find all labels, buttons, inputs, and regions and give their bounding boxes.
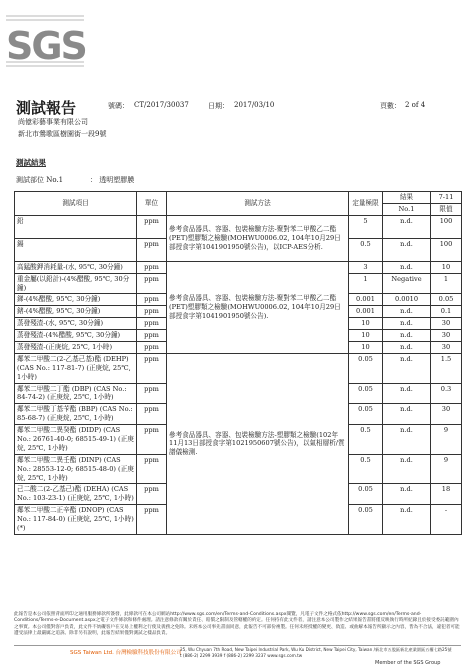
limit-cell: 1	[349, 273, 383, 294]
result-cell: n.d.	[383, 342, 431, 354]
unit-cell: ppm	[137, 505, 167, 535]
header-result-no: No.1	[383, 203, 431, 215]
item-cell: 己二酸二(2-乙基己)酯 (DEHA) (CAS No.: 103-23-1) (正庚烷, 25℃, 1小時)	[15, 484, 137, 505]
result-cell: n.d.	[383, 306, 431, 318]
item-cell: 鍺-(4%醋酸, 95℃, 30分鐘)	[15, 306, 137, 318]
item-cell: 鉛	[15, 215, 137, 238]
unit-cell: ppm	[137, 273, 167, 294]
item-cell: 蒸發殘渣-(正庚烷, 25℃, 1小時)	[15, 342, 137, 354]
report-number-label: 號碼：	[108, 102, 129, 110]
spec-cell: 0.3	[431, 383, 462, 404]
unit-cell: ppm	[137, 425, 167, 455]
unit-cell: ppm	[137, 484, 167, 505]
unit-cell: ppm	[137, 404, 167, 425]
header-result: 結果	[383, 192, 431, 204]
item-cell: 鄰苯二甲酸二異癸酯 (DIDP) (CAS No.: 26761-40-0; 68515-49-1) (正庚烷, 25℃, 1小時)	[15, 425, 137, 455]
unit-cell: ppm	[137, 383, 167, 404]
header-method: 測試方法	[167, 192, 349, 216]
unit-cell: ppm	[137, 318, 167, 330]
result-cell: n.d.	[383, 215, 431, 238]
unit-cell: ppm	[137, 294, 167, 306]
result-cell: n.d.	[383, 505, 431, 535]
limit-cell: 0.5	[349, 454, 383, 484]
footer-address	[180, 647, 452, 658]
spec-cell: -	[431, 505, 462, 535]
part-description: ： 透明塑膠膜	[90, 176, 135, 184]
result-cell: n.d.	[383, 261, 431, 273]
spec-cell: 18	[431, 484, 462, 505]
table-row	[15, 261, 462, 273]
item-cell: 高錳酸鉀消耗量-(水, 95℃, 30分鐘)	[15, 261, 137, 273]
spec-cell: 9	[431, 454, 462, 484]
item-cell: 銻-(4%醋酸, 95℃, 30分鐘)	[15, 294, 137, 306]
results-table	[14, 191, 462, 535]
report-number: CT/2017/30037	[134, 101, 189, 109]
table-row	[15, 353, 462, 383]
footer-contact-line: t (886-2) 2299 3939 f (886-2) 2299 3237 www.sgs.com.tw	[180, 652, 303, 658]
spec-cell: 10	[431, 261, 462, 273]
spec-cell: 30	[431, 404, 462, 425]
item-cell: 蒸發殘渣-(4%醋酸, 95℃, 30分鐘)	[15, 330, 137, 342]
company-name: 尚億彩藝事業有限公司	[18, 118, 88, 126]
result-cell: n.d.	[383, 404, 431, 425]
unit-cell: ppm	[137, 342, 167, 354]
result-cell: n.d.	[383, 330, 431, 342]
unit-cell: ppm	[137, 330, 167, 342]
spec-cell: 0.1	[431, 306, 462, 318]
limit-cell: 0.5	[349, 425, 383, 455]
result-cell: n.d.	[383, 353, 431, 383]
header-limit: 定量極限	[349, 192, 383, 216]
item-cell: 鄰苯二甲酸二(2-乙基己基)酯 (DEHP) (CAS No.: 117-81-7) (正庚烷, 25℃, 1小時)	[15, 353, 137, 383]
item-cell: 鄰苯二甲酸二丁酯 (DBP) (CAS No.: 84-74-2) (正庚烷, 25℃, 1小時)	[15, 383, 137, 404]
page-label: 頁數：	[380, 102, 401, 110]
spec-cell: 100	[431, 238, 462, 261]
result-cell: n.d.	[383, 318, 431, 330]
limit-cell: 10	[349, 330, 383, 342]
item-cell: 鄰苯二甲酸二正辛酯 (DNOP) (CAS No.: 117-84-0) (正庚烷, 25℃, 1小時)(*)	[15, 505, 137, 535]
method-cell: 參考食品器具、容器、包裝檢驗方法-聚對苯二甲酸乙二酯(PET)塑膠類之檢驗(MOHWU0006.02, 104年10月29日部授食字第1041901950號公告)，以ICP-AES分析.	[167, 215, 349, 261]
page-number: 2 of 4	[405, 101, 426, 109]
limit-cell: 0.001	[349, 294, 383, 306]
date-label: 日期：	[208, 102, 229, 110]
sgs-logo	[6, 10, 84, 72]
section-title: 測試結果	[16, 158, 46, 167]
item-cell: 鄰苯二甲酸丁基苄酯 (BBP) (CAS No.: 85-68-7) (正庚烷, 25℃, 1小時)	[15, 404, 137, 425]
spec-cell: 100	[431, 215, 462, 238]
spec-cell: 1.5	[431, 353, 462, 383]
limit-cell: 10	[349, 342, 383, 354]
spec-cell: 30	[431, 318, 462, 330]
method-cell: 參考食品器具、容器、包裝檢驗方法-塑膠類之檢驗(102年11月13日部授食字第1021950607號公告)，以氣相層析/質譜儀檢測.	[167, 353, 349, 534]
method-cell: 參考食品器具、容器、包裝檢驗方法-聚對苯二甲酸乙二酯(PET)塑膠類之檢驗(MOHWU0006.02, 104年10月29日部授食字第1041901950號公告).	[167, 261, 349, 353]
spec-cell: 30	[431, 342, 462, 354]
footer-disclaimer: 此報告是本公司依照背面所印之通用服務條款所簽發，此條款可在本公司網站http://www.sgs.com/en/Terms-and-Conditions.aspx閱覽，凡電子文件之格式依http://www.sgs.com/en/Terms-and-Conditions/Terms-e-Document.aspx之電子文件條款和條件處理。請注意條款有關於責任、賠償之限制及管轄權的約定。任何持有此文件者，請注意本公司製作之結果報告書將僅反映執行時所紀錄且於接受委託範圍內之事實。本公司僅對客戶負責，此文件不妨礙客戶在交易上權利之行使及義務之免除。未經本公司事先書面同意，此報告不可部份複製。任何未經授權的變更、偽造、或曲解本報告所顯示之內容，皆為不合法，違犯者可能遭受法律上最嚴厲之追訴。除非另有說明，此報告結果僅對測試之樣品負責。	[14, 612, 460, 637]
limit-cell: 0.05	[349, 505, 383, 535]
report-title: 測試報告	[16, 99, 77, 117]
limit-cell: 0.05	[349, 383, 383, 404]
unit-cell: ppm	[137, 454, 167, 484]
result-cell: 0.0010	[383, 294, 431, 306]
spec-cell: 1	[431, 273, 462, 294]
unit-cell: ppm	[137, 215, 167, 238]
limit-cell: 5	[349, 215, 383, 238]
member-of-sgs: Member of the SGS Group	[375, 660, 441, 666]
header-spec-bottom: 限值	[431, 203, 462, 215]
unit-cell: ppm	[137, 238, 167, 261]
logo-text: SGS	[6, 24, 86, 68]
footer-company: SGS Taiwan Ltd. 台灣檢驗科技股份有限公司	[70, 650, 182, 656]
item-cell: 鎘	[15, 238, 137, 261]
limit-cell: 3	[349, 261, 383, 273]
item-cell: 鄰苯二甲酸二異壬酯 (DINP) (CAS No.: 28553-12-0; 68515-48-0) (正庚烷, 25℃, 1小時)	[15, 454, 137, 484]
result-cell: n.d.	[383, 484, 431, 505]
limit-cell: 0.5	[349, 238, 383, 261]
item-cell: 蒸發殘渣-(水, 95℃, 30分鐘)	[15, 318, 137, 330]
company-address: 新北市鶯歌區樹園街一段9號	[18, 130, 107, 138]
limit-cell: 0.05	[349, 353, 383, 383]
header-spec-top: 7-11	[431, 192, 462, 204]
result-cell: n.d.	[383, 454, 431, 484]
limit-cell: 0.001	[349, 306, 383, 318]
unit-cell: ppm	[137, 353, 167, 383]
item-cell: 重金屬(以鉛計)-(4%醋酸, 95℃, 30分鐘)	[15, 273, 137, 294]
spec-cell: 30	[431, 330, 462, 342]
section-underline	[16, 166, 46, 167]
result-cell: n.d.	[383, 238, 431, 261]
limit-cell: 10	[349, 318, 383, 330]
unit-cell: ppm	[137, 306, 167, 318]
header-item: 測試項目	[15, 192, 137, 216]
limit-cell: 0.05	[349, 404, 383, 425]
footer-divider	[14, 645, 461, 646]
spec-cell: 0.05	[431, 294, 462, 306]
report-date: 2017/03/10	[234, 101, 275, 109]
unit-cell: ppm	[137, 261, 167, 273]
part-label: 測試部位 No.1	[16, 176, 64, 184]
result-cell: n.d.	[383, 383, 431, 404]
limit-cell: 0.05	[349, 484, 383, 505]
table-row	[15, 215, 462, 238]
footer-address-line: 25, Wu Chyuan 7th Road, New Taipei Industrial Park, Wu Ku District, New Taipei City, Taiwan /新北市五股區新北產業園區五權七路25號	[180, 647, 452, 652]
result-cell: n.d.	[383, 425, 431, 455]
header-unit: 單位	[137, 192, 167, 216]
spec-cell: 9	[431, 425, 462, 455]
result-cell: Negative	[383, 273, 431, 294]
table-header-row	[15, 192, 462, 204]
